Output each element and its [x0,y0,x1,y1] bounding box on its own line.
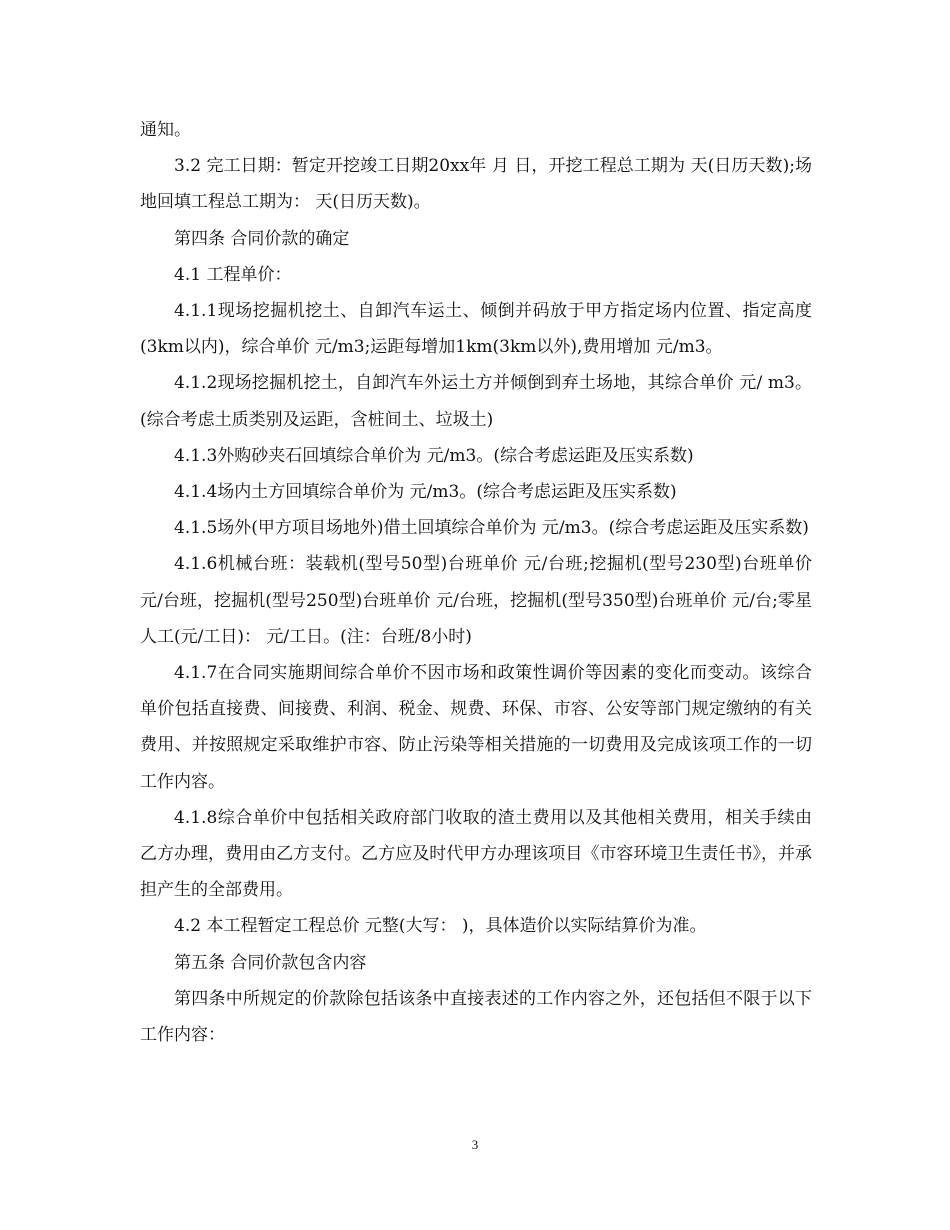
paragraph-4-1-8: 4.1.8综合单价中包括相关政府部门收取的渣土费用以及其他相关费用，相关手续由乙方办理，费用由乙方支付。乙方应及时代甲方办理该项目《市容环境卫生责任书》，并承担产生的全部费用。 [140,807,812,901]
paragraph-4-1-7: 4.1.7在合同实施期间综合单价不因市场和政策性调价等因素的变化而变动。该综合单价包括直接费、间接费、利润、税金、规费、环保、市容、公安等部门规定缴纳的有关费用、并按照规定采取维护市容、防止污染等相关措施的一切费用及完成该项工作的一切工作内容。 [140,663,812,792]
paragraph-4-2: 4.2 本工程暂定工程总价 元整(大写： )，具体造价以实际结算价为准。 [174,916,707,937]
paragraph-4-1-6: 4.1.6机械台班：装载机(型号50型)台班单价 元/台班;挖掘机(型号230型)台班单价 元/台班，挖掘机(型号250型)台班单价 元/台班，挖掘机(型号350型)台班单价 元/台;零星人工(元/工日)： 元/工日。(注：台班/8小时) [140,554,812,647]
paragraph-4-1-1: 4.1.1现场挖掘机挖土、自卸汽车运土、倾倒并码放于甲方指定场内位置、指定高度(3km以内)，综合单价 元/m3;运距每增加1km(3km以外),费用增加 元/m3。 [140,301,812,358]
section-heading-article-4: 第四条 合同价款的确定 [174,228,350,249]
paragraph-4-1-2: 4.1.2现场挖掘机挖土，自卸汽车外运土方并倾倒到弃土场地，其综合单价 元/ m3。(综合考虑土质类别及运距，含桩间土、垃圾土) [140,373,812,430]
paragraph-unit-price: 4.1 工程单价： [174,264,292,285]
page-number: 3 [471,1137,479,1152]
paragraph-notice-end: 通知。 [140,120,191,140]
paragraph-article-5-body: 第四条中所规定的价款除包括该条中直接表述的工作内容之外，还包括但不限于以下工作内容： [140,988,812,1046]
paragraph-4-1-3: 4.1.3外购砂夹石回填综合单价为 元/m3。(综合考虑运距及压实系数) [174,445,694,466]
document-body [140,112,812,1053]
paragraph-4-1-5: 4.1.5场外(甲方项目场地外)借土回填综合单价为 元/m3。(综合考虑运距及压实系数) [174,518,809,539]
section-heading-article-5: 第五条 合同价款包含内容 [174,952,367,973]
paragraph-completion-date: 3.2 完工日期：暂定开挖竣工日期20xx年 月 日，开挖工程总工期为 天(日历天数);场地回填工程总工期为： 天(日历天数)。 [140,156,812,213]
paragraph-4-1-4: 4.1.4场内土方回填综合单价为 元/m3。(综合考虑运距及压实系数) [174,482,677,503]
